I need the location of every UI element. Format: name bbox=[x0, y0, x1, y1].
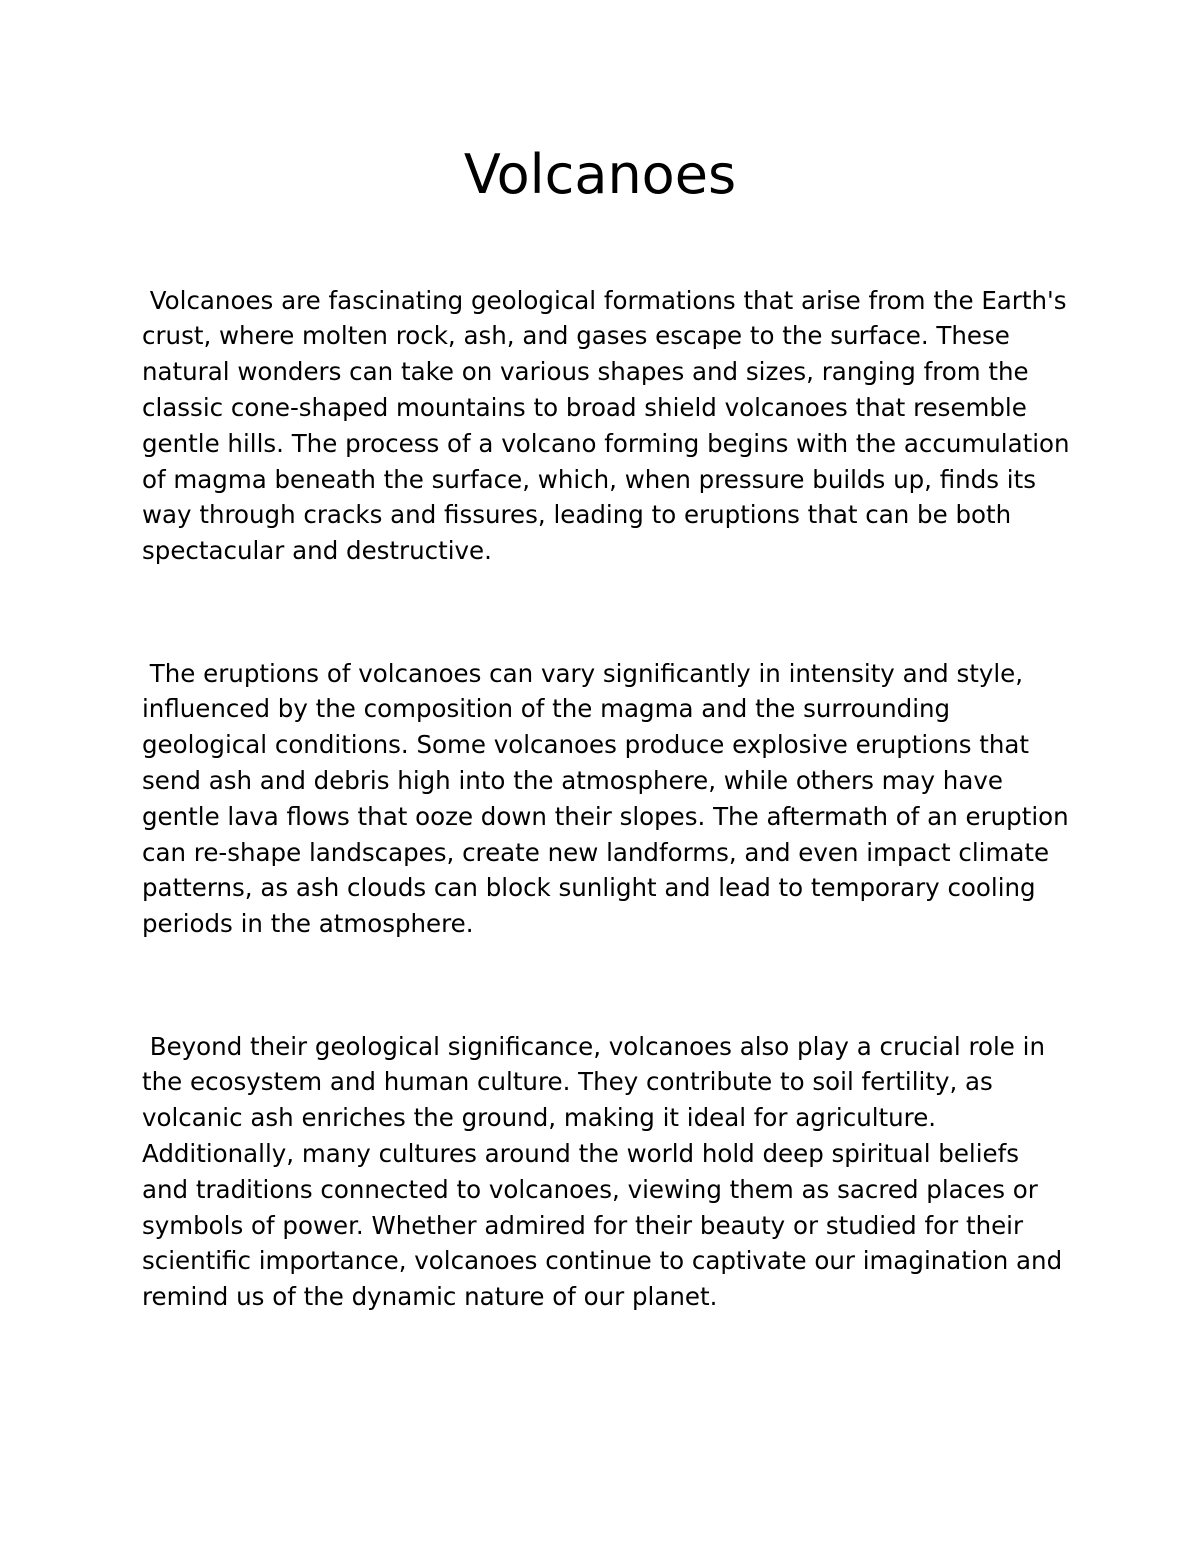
paragraph-3: Beyond their geological significance, volcanoes also play a crucial role in the ecosystem and human culture. They contribute to soil fertility, as volcanic ash enriches the ground, making it ideal for agriculture. Additionally, many cultures around the world hold deep spiritual beliefs and traditions connected to volcanoes, viewing them as sacred places or symbols of power. Whether admired for their beauty or studied for their scientific importance, volcanoes continue to captivate our imagination and remind us of the dynamic nature of our planet. bbox=[142, 1031, 1070, 1312]
document-title: Volcanoes bbox=[463, 143, 737, 206]
document-body bbox=[142, 211, 1078, 1402]
paragraph-2: The eruptions of volcanoes can vary significantly in intensity and style, influenced by the composition of the magma and the surrounding geological conditions. Some volcanoes produce explosive eruptions that send ash and debris high into the atmosphere, while others may have gentle lava flows that ooze down their slopes. The aftermath of an eruption can re-shape landscapes, create new landforms, and even impact climate patterns, as ash clouds can block sunlight and lead to temporary cooling periods in the atmosphere. bbox=[142, 658, 1077, 939]
paragraph-1: Volcanoes are fascinating geological formations that arise from the Earth's crust, where molten rock, ash, and gases escape to the surface. These natural wonders can take on various shapes and sizes, ranging from the classic cone-shaped mountains to broad shield volcanoes that resemble gentle hills. The process of a volcano forming begins with the accumulation of magma beneath the surface, which, when pressure builds up, finds its way through cracks and fissures, leading to eruptions that can be both spectacular and destructive. bbox=[142, 285, 1078, 566]
